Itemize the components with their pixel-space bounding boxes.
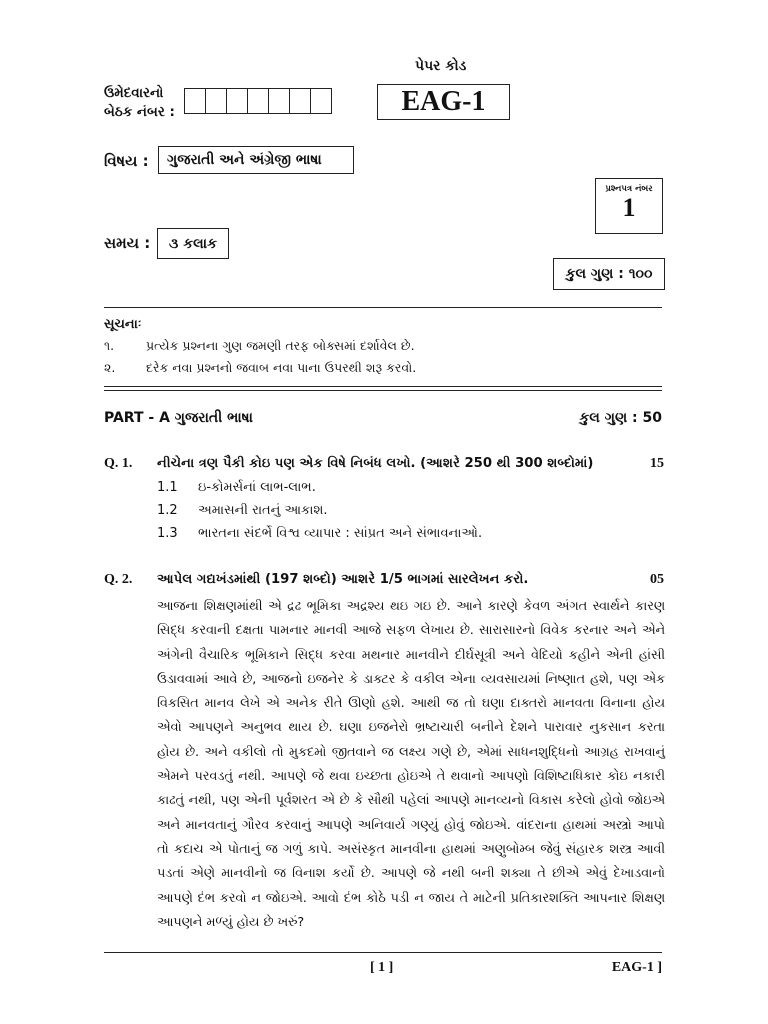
passage-line: પડતાં એણે માનવીનો જ વિનાશ કર્યો છે. આપણે જે નથી બની શક્યા તે છીએ એવું દેખાડવાનો	[157, 866, 665, 882]
seat-digit-box[interactable]	[185, 89, 206, 113]
instruction-number: ૨.	[104, 360, 116, 375]
question-paper-number: 1	[622, 193, 636, 222]
passage-line: આજના શિક્ષણમાંથી એ દ્રઢ ભૂમિકા અદ્રશ્ય થઇ ગઇ છે. આને કારણે કેવળ અંગત સ્વાર્થને કારણ	[157, 599, 665, 614]
footer-divider	[104, 952, 662, 953]
passage-line: એમને પરવડતું નથી. આપણે જે થવા ઇચ્છતા હોઇએ તે થવાનો આપણો વિશિષ્ટાધિકાર કોઇ નકારી	[157, 769, 665, 785]
time-box: ૩ કલાક	[157, 228, 229, 259]
divider	[104, 386, 662, 387]
subject-box: ગુજરાતી અને અંગ્રેજી ભાષા	[158, 146, 354, 174]
seat-number-label	[104, 84, 175, 122]
divider	[104, 307, 662, 308]
part-title: PART - A ગુજરાતી ભાષા	[104, 410, 253, 426]
question-2-text: આપેલ ગદ્યખંડમાંથી (197 શબ્દો) આશરે 1/5 ભાગમાં સારલેખન કરો.	[157, 572, 529, 587]
question-1-marks: 15	[650, 456, 664, 471]
time-label: સમય :	[104, 234, 151, 252]
instruction-text: પ્રત્યેક પ્રશ્નના ગુણ જમણી તરફ બોક્સમાં દર્શાવેલ છે.	[146, 338, 415, 353]
seat-digit-box[interactable]	[311, 89, 331, 113]
passage-line: સિદ્ધ કરવાની દક્ષતા પામનાર માનવી આજે સફળ લેખાય છે. સારાસારનો વિવેક કરનાર અને એને	[157, 623, 665, 639]
passage-line: આપણને મળ્યું હોય છે ખરું?	[157, 914, 305, 930]
passage-line: આપણે દંભ કરવો ન જોઇએ. આવો દંભ કોઠે પડી ન જાય તે માટેની પ્રતિકારશક્તિ આપનાર શિક્ષણ	[157, 890, 665, 906]
option-text: ઇ-કોમર્સનાં લાભ-લાભ.	[198, 480, 316, 495]
divider	[104, 390, 662, 391]
subject-label: વિષય :	[104, 152, 149, 170]
footer-page-number: [ 1 ]	[370, 960, 394, 975]
total-marks-box: કુલ ગુણ : ૧૦૦	[553, 258, 665, 290]
question-1-number: Q. 1.	[104, 456, 133, 471]
seat-label-line1: ઉમેદવારનો	[104, 85, 164, 101]
option-number: 1.1	[157, 480, 178, 495]
passage	[157, 595, 665, 935]
passage-line: એવો આપણને અનુભવ થાય છે. ઘણા ઇજનેરો ભ્રષ્ટાચારી બનીને દેશને પારાવાર નુકસાન કરતા	[157, 720, 665, 736]
seat-digit-box[interactable]	[206, 89, 227, 113]
paper-code-label: પેપર કોડ	[415, 58, 467, 74]
seat-digit-box[interactable]	[290, 89, 311, 113]
question-2-marks: 05	[650, 572, 664, 587]
footer-paper-code: EAG-1 ]	[611, 960, 662, 975]
option-text: અમાસની રાતનું આકાશ.	[198, 503, 328, 518]
seat-digit-box[interactable]	[227, 89, 248, 113]
passage-line: તો કદાચ એ પોતાનું જ ગળું કાપે. અસંસ્કૃત માનવીના હાથમાં અણુબોમ્બ જેવું સંહારક શસ્ત્ર આવી	[157, 841, 665, 857]
passage-line: વિકસિત માનવ લેખે એ અનેક રીતે ઊણો હશે. આથી જ તો ઘણા દાક્તરો માનવતા વિનાના હોય	[157, 696, 665, 712]
passage-line: હોય છે. અને વકીલો તો મુકદમો જીતવાને જ લક્ષ્ય ગણે છે, એમાં સાધનશુદ્ધિનો આગ્રહ રાખવાનું	[157, 744, 665, 760]
question-paper-number-box	[595, 178, 663, 234]
passage-line: અને માનવતાનું ગૌરવ કરવાનું આપણે અનિવાર્ય ગણ્યું હોવું જોઇએ. વાંદરાના હાથમાં અસ્ત્રો આપો	[157, 817, 665, 833]
instructions-title: સૂચનાઃ	[104, 317, 142, 332]
passage-line: ઉડાવવામાં આવે છે, આજનો ઇજનેર કે ડાક્ટર કે વકીલ એના વ્યવસાયમાં નિષ્ણાત હશે, પણ એક	[157, 671, 665, 687]
instruction-text: દરેક નવા પ્રશ્નનો જવાબ નવા પાના ઉપરથી શરૂ કરવો.	[146, 360, 417, 375]
passage-line: અંગેની વૈચારિક ભૂમિકાને સિદ્ધ કરવા મથનાર માનવીને દીર્ઘસૂત્રી અને વેદિયો કહીને એની હાંસી	[157, 647, 665, 663]
option-number: 1.3	[157, 526, 178, 541]
seat-digit-box[interactable]	[269, 89, 290, 113]
option-number: 1.2	[157, 503, 178, 518]
seat-number-boxes[interactable]	[184, 88, 332, 114]
part-marks: કુલ ગુણ : 50	[579, 410, 662, 426]
seat-digit-box[interactable]	[248, 89, 269, 113]
question-2-number: Q. 2.	[104, 572, 133, 587]
option-text: ભારતના સંદર્ભે વિશ્વ વ્યાપાર : સાંપ્રત અને સંભાવનાઓ.	[198, 526, 483, 541]
question-1-text: નીચેના ત્રણ પૈકી કોઇ પણ એક વિષે નિબંધ લખો. (આશરે 250 થી 300 શબ્દોમાં)	[157, 456, 594, 471]
passage-line: કાઢતું નથી, પણ એની પૂર્વશરત એ છે કે સૌથી પહેલાં આપણે માનવ્યનો વિકાસ કરેલો હોવો જોઇએ	[157, 793, 665, 809]
seat-label-line2: બેઠક નંબર :	[104, 104, 175, 120]
instruction-number: ૧.	[104, 338, 115, 353]
paper-code-box: EAG-1	[377, 84, 510, 120]
question-paper-label: પ્રશ્નપત્ર નંબર	[605, 184, 653, 194]
